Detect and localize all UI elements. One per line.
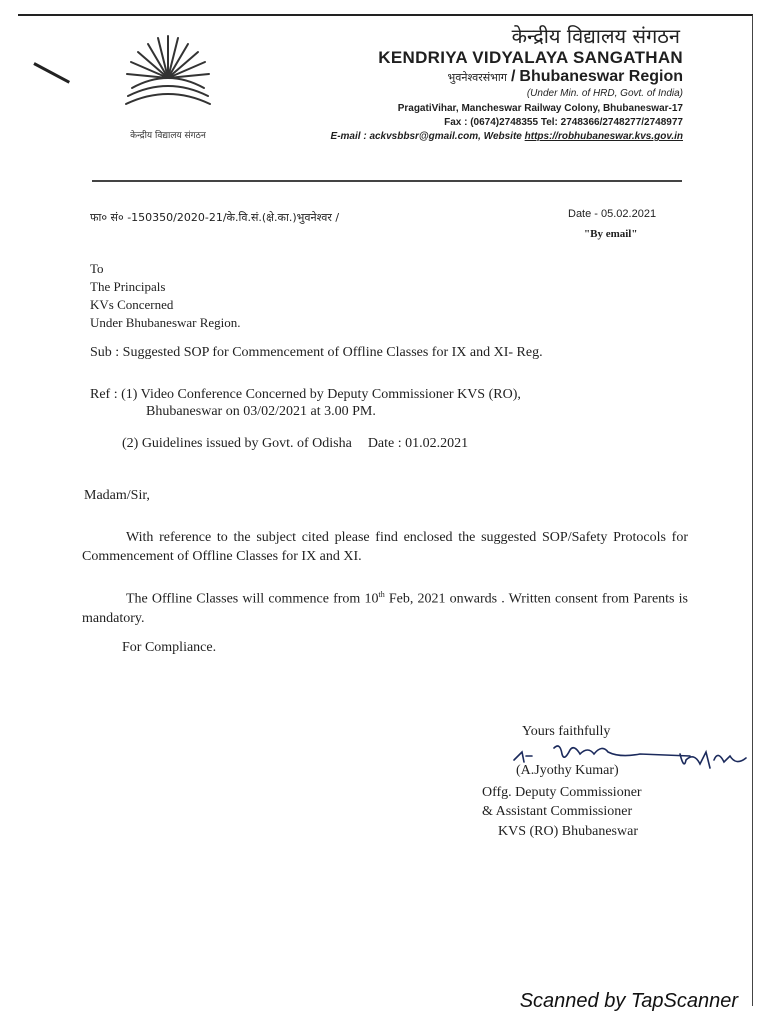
salutation: Madam/Sir, xyxy=(84,488,150,503)
addressee-line: To xyxy=(90,261,104,276)
logo-caption: केन्द्रीय विद्यालय संगठन xyxy=(130,131,206,141)
region-english: Bhubaneswar Region xyxy=(519,68,683,85)
addressee-block xyxy=(90,260,241,332)
website-link: https://robhubaneswar.kvs.gov.in xyxy=(524,131,683,142)
subject-line: Sub : Suggested SOP for Commencement of Offline Classes for IX and XI- Reg. xyxy=(90,345,543,360)
contact-line: Fax : (0674)2748355 Tel: 2748366/2748277/2748977 xyxy=(444,117,683,128)
closing-line: Yours faithfully xyxy=(522,724,611,739)
body-paragraph-1: With reference to the subject cited please find enclosed the suggested SOP/Safety Protocols for Commencement of Offline Classes for IX and XI. xyxy=(82,530,688,564)
reference-2-date: Date : 01.02.2021 xyxy=(367,436,469,451)
reference-1-cont: Bhubaneswar on 03/02/2021 at 3.00 PM. xyxy=(146,404,376,419)
designation-line: Offg. Deputy Commissioner xyxy=(482,785,642,800)
compliance-line: For Compliance. xyxy=(122,640,217,655)
region-hindi: भुवनेश्वरसंभाग xyxy=(447,71,507,84)
region-line: भुवनेश्वरसंभाग / Bhubaneswar Region xyxy=(447,68,683,85)
delivery-mode: "By email" xyxy=(584,228,638,240)
ministry-line: (Under Min. of HRD, Govt. of India) xyxy=(526,88,683,99)
email-website-line: E-mail : ackvsbbsr@gmail.com, Website https://robhubaneswar.kvs.gov.in xyxy=(330,131,683,142)
header-divider xyxy=(92,180,682,182)
letter-date: Date - 05.02.2021 xyxy=(568,208,657,220)
kvs-logo-icon xyxy=(118,28,218,118)
org-title-hindi: केन्द्रीय विद्यालय संगठन xyxy=(511,24,680,48)
body-paragraph-2: The Offline Classes will commence from 10th Feb, 2021 onwards . Written consent from Parents is mandatory. xyxy=(82,590,688,626)
reference-2: (2) Guidelines issued by Govt. of Odisha Date : 01.02.2021 xyxy=(122,436,469,451)
org-title-english: KENDRIYA VIDYALAYA SANGATHAN xyxy=(378,48,683,67)
reference-number: फा० सं० -150350/2020-21/के.वि.सं.(क्षे.का.)भुवनेश्वर / xyxy=(90,211,340,224)
reference-1: Ref : (1) Video Conference Concerned by Deputy Commissioner KVS (RO), xyxy=(90,387,521,402)
addressee-line: KVs Concerned xyxy=(90,297,174,312)
designation-line: KVS (RO) Bhubaneswar xyxy=(498,824,638,839)
scanner-watermark: Scanned by TapScanner xyxy=(519,990,738,1012)
page-border xyxy=(18,14,753,1006)
addressee-line: Under Bhubaneswar Region. xyxy=(90,315,241,330)
addressee-line: The Principals xyxy=(90,279,166,294)
designation-line: & Assistant Commissioner xyxy=(482,804,633,819)
signatory-name: (A.Jyothy Kumar) xyxy=(516,763,619,778)
email-address: ackvsbbsr@gmail.com xyxy=(369,131,479,142)
address-line: PragatiVihar, Mancheswar Railway Colony, Bhubaneswar-17 xyxy=(397,103,683,114)
